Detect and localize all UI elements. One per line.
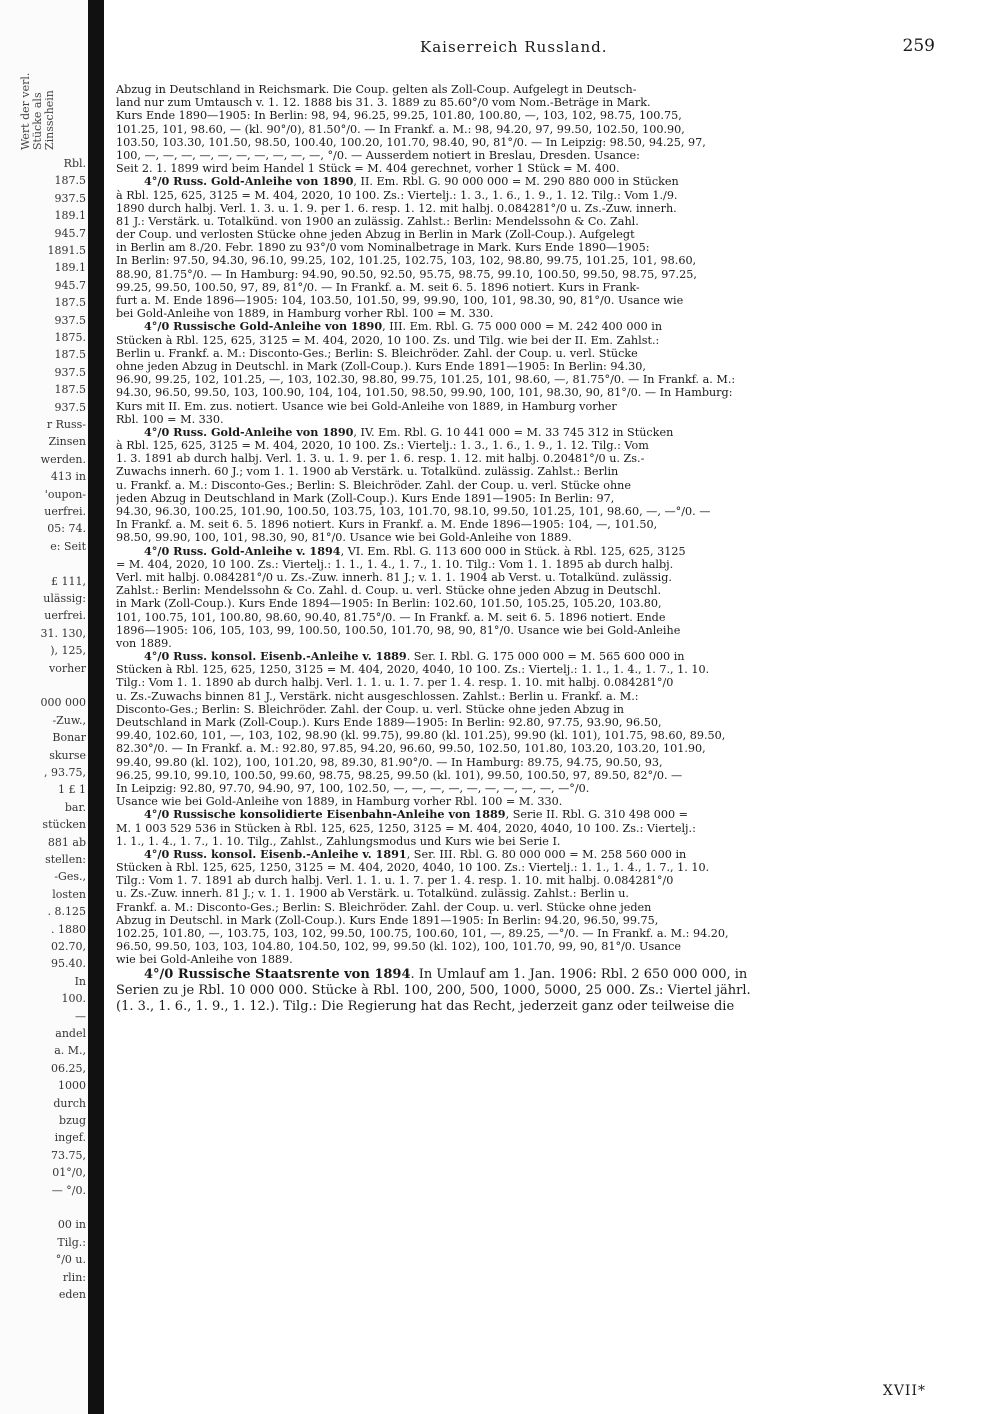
text-line: wie bei Gold-Anleihe von 1889. (116, 953, 293, 967)
margin-fragment-line: 1000 (58, 1079, 86, 1093)
margin-fragment-line: 1891.5 (47, 244, 86, 257)
margin-fragment-line: £ 111, (51, 574, 86, 588)
signature-mark: XVII* (882, 1383, 926, 1399)
text-line: à Rbl. 125, 625, 3125 = M. 404, 2020, 10 100. Zs.: Viertelj.: 1. 3., 1. 6., 1. 9., 1. 12. Tilg.: Vom 1./9. (116, 188, 678, 202)
entry-heading-line: 4°/0 Russ. konsol. Eisenb.-Anleihe v. 1891, Ser. III. Rbl. G. 80 000 000 = M. 258 560 000 in (144, 847, 687, 861)
margin-fragment-line: 00 in (57, 1218, 86, 1232)
page-header (115, 38, 935, 60)
text-line: à Rbl. 125, 625, 3125 = M. 404, 2020, 10 100. Zs.: Viertelj.: 1. 3., 1. 6., 1. 9., 1. 12. Tilg.: Vom (116, 439, 649, 453)
text-line: von 1889. (116, 636, 172, 650)
margin-fragment-line: 1875. (54, 331, 86, 344)
text-line: 100, —, —, —, —, —, —, —, —, —, —, °/0. — Ausserdem notiert in Breslau, Dresden. Usance: (116, 148, 640, 162)
left-margin-fragment (0, 0, 95, 1414)
margin-fragment-line: ulässig: (43, 592, 86, 605)
margin-fragment-line: °/0 u. (55, 1253, 86, 1267)
text-line: u. Frankf. a. M.: Disconto-Ges.; Berlin: S. Bleichröder. Zahl. der Coup. u. verl. Stücke ohne (116, 478, 632, 492)
text-line: 98.50, 99.90, 100, 101, 98.30, 90, 81°/0. Usance wie bei Gold-Anleihe von 1889. (116, 531, 572, 545)
entry-heading-line: 4°/0 Russ. Gold-Anleihe v. 1894, VI. Em. Rbl. G. 113 600 000 in Stück. à Rbl. 125, 625, 3125 (144, 544, 686, 558)
margin-fragment-line: 189.1 (54, 209, 86, 223)
margin-fragment-line: 000 000 (40, 696, 86, 710)
text-line: In Berlin: 97.50, 94.30, 96.10, 99.25, 102, 101.25, 102.75, 103, 102, 98.80, 99.75, 101.25, 101, 98.60, (116, 254, 697, 268)
text-line: 96.50, 99.50, 103, 103, 104.80, 104.50, 102, 99, 99.50 (kl. 102), 100, 101.70, 99, 90, 81°/0. Usance (116, 940, 681, 954)
margin-fragment-line: — (75, 1009, 86, 1023)
text-line: 94.30, 96.30, 100.25, 101.90, 100.50, 103.75, 103, 101.70, 98.10, 99.50, 101.25, 101, 98.60, —, —°/0. — (116, 505, 711, 518)
margin-fragment-line: ingef. (54, 1131, 86, 1145)
running-title: Kaiserreich Russland. (420, 38, 608, 56)
margin-fragment-line: 'oupon- (44, 487, 86, 501)
margin-fragment-line: — °/0. (51, 1183, 86, 1197)
entry-title: 4°/0 Russ. Gold-Anleihe von 1890 (144, 175, 354, 189)
margin-fragment-line: rlin: (62, 1270, 86, 1284)
text-line: land nur zum Umtausch v. 1. 12. 1888 bis 31. 3. 1889 zu 85.60°/0 vom Nom.-Beträge in Mark. (116, 96, 651, 110)
margin-fragment-line: durch (53, 1096, 86, 1110)
margin-fragment-line: 937.5 (54, 191, 86, 205)
text-line: 103.50, 103.30, 101.50, 98.50, 100.40, 100.20, 101.70, 98.40, 90, 81°/0. — In Leipzig: 98.50, 94.25, 97, (116, 135, 706, 149)
text-line: Usance wie bei Gold-Anleihe von 1889, in Hamburg vorher Rbl. 100 = M. 330. (116, 795, 563, 809)
margin-fragment-line: 95.40. (51, 957, 86, 971)
margin-fragment-line: 73.75, (51, 1148, 86, 1162)
margin-fragment-line: 189.1 (54, 261, 86, 275)
margin-fragment-line: . 1880 (51, 922, 86, 936)
text-line: jeden Abzug in Deutschland in Mark (Zoll-Coup.). Kurs Ende 1891—1905: In Berlin: 97, (116, 491, 615, 505)
text-line: 82.30°/0. — In Frankf. a. M.: 92.80, 97.85, 94.20, 96.60, 99.50, 102.50, 101.80, 103.20, 103.20, 101.90, (116, 742, 706, 756)
margin-fragment-line: 937.5 (54, 400, 86, 414)
margin-fragment-line: werden. (40, 452, 86, 466)
text-line: 1. 3. 1891 ab durch halbj. Verl. 1. 3. u. 1. 9. per 1. 6. resp. 1. 12. mit halbj. 0.20481°/0 u. Zs.- (116, 452, 645, 466)
margin-fragment-line: 945.7 (54, 226, 86, 240)
text-line: 96.90, 99.25, 102, 101.25, —, 103, 102.30, 98.80, 99.75, 101.25, 101, 98.60, —, 81.75°/0. — In Frankf. a. M.: (116, 373, 736, 387)
text-line: in Mark (Zoll-Coup.). Kurs Ende 1894—1905: In Berlin: 102.60, 101.50, 105.25, 105.20, 103.80, (116, 597, 662, 611)
page-number: 259 (902, 36, 935, 56)
margin-fragment-line: 187.5 (54, 296, 86, 310)
text-line: 101.25, 101, 98.60, — (kl. 90°/0), 81.50°/0. — In Frankf. a. M.: 98, 94.20, 97, 99.50, 102.50, 100.90, (116, 122, 685, 136)
text-line: Tilg.: Vom 1. 7. 1891 ab durch halbj. Verl. 1. 1. u. 1. 7. per 1. 4. resp. 1. 10. mit halbj. 0.084281°/0 (116, 874, 674, 888)
text-line: Verl. mit halbj. 0.084281°/0 u. Zs.-Zuw. innerh. 81 J.; v. 1. 1. 1904 ab Verst. u. Totalkünd. zulässig. (116, 570, 672, 584)
text-line: Deutschland in Mark (Zoll-Coup.). Kurs Ende 1889—1905: In Berlin: 92.80, 97.75, 93.90, 96.50, (116, 716, 662, 729)
margin-fragment-line: 937.5 (54, 365, 86, 379)
text-line: furt a. M. Ende 1896—1905: 104, 103.50, 101.50, 99, 99.90, 100, 101, 98.30, 90, 81°/0. Usance wie (116, 294, 684, 307)
margin-fragment-line: -Zuw., (52, 713, 86, 727)
margin-fragment-line: Zinsen (48, 435, 86, 449)
text-line: Tilg.: Vom 1. 1. 1890 ab durch halbj. Verl. 1. 1. u. 1. 7. per 1. 4. resp. 1. 10. mit halbj. 0.084281°/0 (116, 676, 674, 690)
main-text-column (116, 83, 924, 1015)
text-line: u. Zs.-Zuw. innerh. 81 J.; v. 1. 1. 1900 ab Verstärk. u. Totalkünd. zulässig. Zahlst.: Berlin u. (116, 887, 629, 901)
margin-fragment-line: 01°/0, (52, 1166, 86, 1180)
margin-fragment-line: 187.5 (54, 383, 86, 397)
margin-fragment-line: stellen: (45, 853, 86, 866)
margin-fragment-line: 31. 130, (40, 626, 86, 640)
text-line: 1. 1., 1. 4., 1. 7., 1. 10. Tilg., Zahlst., Zahlungsmodus und Kurs wie bei Serie I. (116, 834, 561, 848)
margin-fragment-line: 100. (61, 992, 86, 1006)
text-line: Rbl. 100 = M. 330. (116, 412, 224, 426)
text-line: 99.40, 102.60, 101, —, 103, 102, 98.90 (kl. 99.75), 99.80 (kl. 101.25), 99.90 (kl. 101), 101.75, 98.60, 89.50, (116, 729, 726, 743)
margin-rotated-heading: Wert der verl. Stücke als Zinsschein (19, 72, 56, 150)
text-line: Abzug in Deutschland in Reichsmark. Die Coup. gelten als Zoll-Coup. Aufgelegt in Deutsch- (116, 83, 637, 96)
margin-fragment-line: ), 125, (50, 644, 86, 658)
margin-fragment-line: 06.25, (51, 1061, 86, 1075)
margin-fragment-line: 881 ab (47, 835, 86, 849)
text-line: 101, 100.75, 101, 100.80, 98.60, 90.40, 81.75°/0. — In Frankf. a. M. seit 6. 5. 1896 notiert. Ende (116, 610, 666, 624)
entry-title: 4°/0 Russ. konsol. Eisenb.-Anleihe v. 1889 (144, 650, 407, 664)
text-line: (1. 3., 1. 6., 1. 9., 1. 12.). Tilg.: Die Regierung hat das Recht, jederzeit ganz oder teilweise die (116, 998, 735, 1014)
text-line: Kurs mit II. Em. zus. notiert. Usance wie bei Gold-Anleihe von 1889, in Hamburg vorher (116, 399, 617, 413)
margin-fragment-line: skurse (49, 748, 86, 762)
text-line: ohne jeden Abzug in Deutschl. in Mark (Zoll-Coup.). Kurs Ende 1891—1905: In Berlin: 94.30, (116, 359, 646, 373)
margin-fragment-line: 05: 74. (47, 522, 86, 536)
margin-fragment-line: . 8.125 (47, 905, 86, 919)
text-line: 102.25, 101.80, —, 103.75, 103, 102, 99.50, 100.75, 100.60, 101, —, 89.25, —°/0. — In Frankf. a. M.: 94.20, (116, 927, 729, 940)
margin-fragment-line: 937.5 (54, 313, 86, 327)
margin-fragment-line: 187.5 (54, 348, 86, 362)
margin-fragment-line: Tilg.: (57, 1235, 86, 1249)
entry-heading-line: 4°/0 Russ. Gold-Anleihe von 1890, IV. Em. Rbl. G. 10 441 000 = M. 33 745 312 in Stücken (144, 425, 674, 439)
text-line: In Leipzig: 92.80, 97.70, 94.90, 97, 100, 102.50, —, —, —, —, —, —, —, —, —, —°/0. (116, 781, 590, 795)
text-line: Stücken à Rbl. 125, 625, 3125 = M. 404, 2020, 10 100. Zs. und Tilg. wie bei der II. Em. Zahlst.: (116, 333, 660, 347)
margin-fragment-line: Rbl. (63, 157, 86, 170)
text-line: 94.30, 96.50, 99.50, 103, 100.90, 104, 104, 101.50, 98.50, 99.90, 100, 101, 98.30, 90, 81°/0. — In Hamburg: (116, 386, 733, 400)
margin-fragment-line: andel (55, 1027, 86, 1040)
binding-gutter (88, 0, 104, 1414)
text-line: u. Zs.-Zuwachs binnen 81 J., Verstärk. nicht ausgeschlossen. Zahlst.: Berlin u. Frankf. a. M.: (116, 689, 639, 703)
text-line: = M. 404, 2020, 10 100. Zs.: Viertelj.: 1. 1., 1. 4., 1. 7., 1. 10. Tilg.: Vom 1. 1. 1895 ab durch halbj. (116, 557, 674, 571)
text-line: Zuwachs innerh. 60 J.; vom 1. 1. 1900 ab Verstärk. u. Totalkünd. zulässig. Zahlst.: Berlin (116, 465, 619, 479)
text-line: in Berlin am 8./20. Febr. 1890 zu 93°/0 vom Nominalbetrage in Mark. Kurs Ende 1890—1905: (116, 241, 650, 255)
entry-title: 4°/0 Russ. konsol. Eisenb.-Anleihe v. 1891 (144, 847, 407, 861)
margin-fragment-line: uerfrei. (44, 609, 86, 623)
margin-fragment-line: losten (52, 887, 86, 901)
margin-fragment-line: , 93.75, (44, 766, 86, 779)
entry-heading-line: 4°/0 Russische Staatsrente von 1894. In Umlauf am 1. Jan. 1906: Rbl. 2 650 000 000, in (144, 966, 748, 982)
entry-title: 4°/0 Russische Staatsrente von 1894 (144, 966, 411, 982)
text-line: Abzug in Deutschl. in Mark (Zoll-Coup.). Kurs Ende 1891—1905: In Berlin: 94.20, 96.50, 99.75, (116, 913, 659, 927)
margin-fragment-line: bar. (64, 800, 86, 814)
margin-fragment-line: -Ges., (54, 870, 86, 884)
entry-title: 4°/0 Russ. Gold-Anleihe v. 1894 (144, 544, 341, 558)
margin-fragment-line: 1 £ 1 (58, 783, 86, 797)
text-line: M. 1 003 529 536 in Stücken à Rbl. 125, 625, 1250, 3125 = M. 404, 2020, 4040, 10 100. Zs.: Viertelj.: (116, 821, 696, 835)
text-line: Kurs Ende 1890—1905: In Berlin: 98, 94, 96.25, 99.25, 101.80, 100.80, —, 103, 102, 98.75, 100.75, (116, 109, 682, 123)
margin-fragment-line: uerfrei. (44, 505, 86, 518)
margin-fragment-line: 187.5 (54, 174, 86, 188)
text-line: Stücken à Rbl. 125, 625, 1250, 3125 = M. 404, 2020, 4040, 10 100. Zs.: Viertelj.: 1. 1., 1. 4., 1. 7., 1. 10. (116, 663, 710, 677)
text-line: Frankf. a. M.: Disconto-Ges.; Berlin: S. Bleichröder. Zahl. der Coup. u. verl. Stücke ohne jeden (116, 900, 652, 914)
entry-title: 4°/0 Russische konsolidierte Eisenbahn-Anleihe von 1889 (144, 808, 506, 822)
margin-fragment-line: r Russ- (46, 418, 86, 431)
margin-fragment-line: Bonar (52, 731, 86, 745)
text-line: 99.40, 99.80 (kl. 102), 100, 101.20, 98, 89.30, 81.90°/0. — In Hamburg: 89.75, 94.75, 90.50, 93, (116, 755, 663, 769)
entry-title: 4°/0 Russ. Gold-Anleihe von 1890 (144, 425, 354, 439)
margin-fragment-line: 413 in (50, 470, 86, 484)
margin-fragment-line: In (74, 974, 86, 988)
entry-heading-line: 4°/0 Russ. konsol. Eisenb.-Anleihe v. 1889. Ser. I. Rbl. G. 175 000 000 = M. 565 600 000 in (144, 650, 685, 664)
text-line: In Frankf. a. M. seit 6. 5. 1896 notiert. Kurs in Frankf. a. M. Ende 1896—1905: 104, —, 101.50, (116, 518, 658, 532)
text-line: 1896—1905: 106, 105, 103, 99, 100.50, 100.50, 101.70, 98, 90, 81°/0. Usance wie bei Gold-Anleihe (116, 623, 681, 637)
text-line: Serien zu je Rbl. 10 000 000. Stücke à Rbl. 100, 200, 500, 1000, 5000, 25 000. Zs.: Viertel jährl. (116, 982, 751, 998)
text-line: Zahlst.: Berlin: Mendelssohn & Co. Zahl. d. Coup. u. verl. Stücke ohne jeden Abzug in Deutschl. (116, 584, 662, 598)
text-line: 96.25, 99.10, 99.10, 100.50, 99.60, 98.75, 98.25, 99.50 (kl. 101), 99.50, 100.50, 97, 89.50, 82°/0. — (116, 768, 683, 782)
entry-heading-line: 4°/0 Russ. Gold-Anleihe von 1890, II. Em. Rbl. G. 90 000 000 = M. 290 880 000 in Stücken (144, 175, 679, 189)
margin-fragment-line: 945.7 (54, 278, 86, 292)
margin-fragment-line: a. M., (54, 1044, 86, 1058)
text-line: Stücken à Rbl. 125, 625, 1250, 3125 = M. 404, 2020, 4040, 10 100. Zs.: Viertelj.: 1. 1., 1. 4., 1. 7., 1. 10. (116, 861, 710, 875)
margin-fragment-line: stücken (42, 818, 86, 832)
margin-fragment-line: e: Seit (50, 539, 86, 553)
margin-fragment-line: bzug (59, 1114, 86, 1127)
entry-heading-line: 4°/0 Russische Gold-Anleihe von 1890, III. Em. Rbl. G. 75 000 000 = M. 242 400 000 in (144, 320, 663, 334)
text-line: 99.25, 99.50, 100.50, 97, 89, 81°/0. — In Frankf. a. M. seit 6. 5. 1896 notiert. Kurs in Frank- (116, 280, 640, 294)
margin-fragment-line: vorher (49, 661, 86, 675)
text-line: 81 J.: Verstärk. u. Totalkünd. von 1900 an zulässig. Zahlst.: Berlin: Mendelssohn & Co. Zahl. (116, 214, 639, 228)
text-line: bei Gold-Anleihe von 1889, in Hamburg vorher Rbl. 100 = M. 330. (116, 307, 494, 321)
entry-heading-line: 4°/0 Russische konsolidierte Eisenbahn-Anleihe von 1889, Serie II. Rbl. G. 310 498 000 = (144, 808, 689, 822)
text-line: der Coup. und verlosten Stücke ohne jeden Abzug in Berlin in Mark (Zoll-Coup.). Aufgelegt (116, 228, 635, 242)
text-line: Berlin u. Frankf. a. M.: Disconto-Ges.; Berlin: S. Bleichröder. Zahl. der Coup. u. verl. Stücke (116, 346, 638, 360)
margin-fragment-line: 02.70, (51, 940, 86, 953)
text-line: 88.90, 81.75°/0. — In Hamburg: 94.90, 90.50, 92.50, 95.75, 98.75, 99.10, 100.50, 99.50, 98.75, 97.25, (116, 267, 697, 281)
text-line: Disconto-Ges.; Berlin: S. Bleichröder. Zahl. der Coup. u. verl. Stücke ohne jeden Abzug in (116, 702, 624, 716)
margin-fragment-line: eden (58, 1288, 86, 1301)
text-line: Seit 2. 1. 1899 wird beim Handel 1 Stück = M. 404 gerechnet, vorher 1 Stück = M. 400. (116, 162, 620, 176)
entry-title: 4°/0 Russische Gold-Anleihe von 1890 (144, 320, 383, 334)
text-line: 1890 durch halbj. Verl. 1. 3. u. 1. 9. per 1. 6. resp. 1. 12. mit halbj. 0.084281°/0 u. Zs.-Zuw. innerh. (116, 201, 677, 215)
